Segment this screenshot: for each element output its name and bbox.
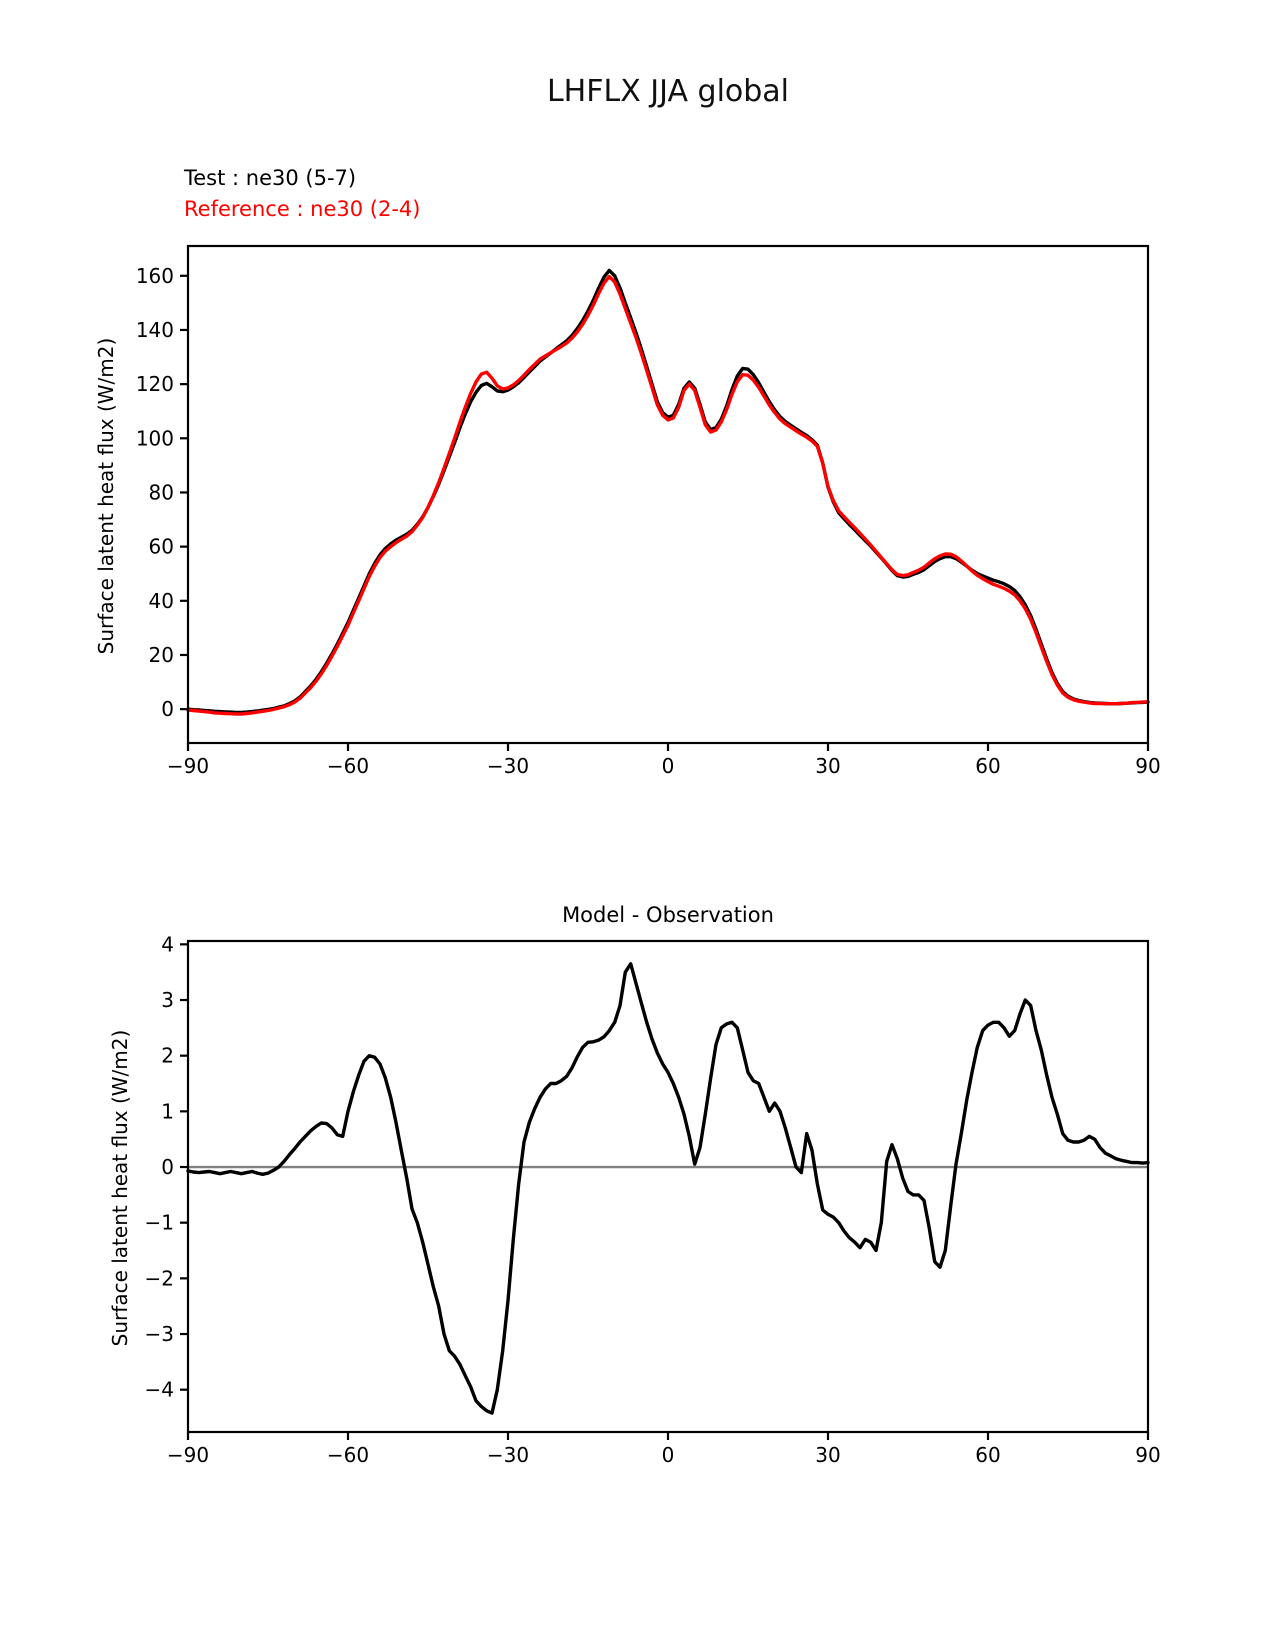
x-tick-label: 30 — [815, 754, 841, 778]
x-tick-label: 90 — [1135, 754, 1161, 778]
y-tick-label: 3 — [161, 988, 174, 1013]
y-tick-label: 0 — [161, 697, 174, 722]
y-tick-label: 4 — [161, 932, 174, 957]
y-tick-label: 100 — [135, 426, 174, 451]
x-tick-label: 60 — [975, 1443, 1001, 1467]
reference-series-line — [188, 277, 1148, 714]
y-tick-label: 160 — [135, 263, 174, 288]
y-tick-label: 120 — [135, 372, 174, 397]
x-tick-label: 30 — [815, 1443, 841, 1467]
y-tick-label: 1 — [161, 1099, 174, 1124]
y-tick-label: 60 — [148, 534, 174, 559]
difference-panel — [145, 932, 1161, 1467]
y-tick-label: −2 — [144, 1266, 174, 1291]
y-tick-label: 2 — [161, 1043, 174, 1068]
x-tick-label: −60 — [326, 754, 370, 778]
legend-test-label: Test : ne30 (5-7) — [184, 166, 357, 190]
bottom-chart-ylabel: Surface latent heat flux (W/m2) — [108, 1029, 132, 1347]
y-tick-label: −3 — [144, 1322, 174, 1347]
x-tick-label: 0 — [661, 1443, 675, 1467]
top-chart-ylabel: Surface latent heat flux (W/m2) — [94, 337, 118, 655]
figure-title: LHFLX JJA global — [546, 74, 790, 109]
x-tick-label: 90 — [1135, 1443, 1161, 1467]
difference-chart-title: Model - Observation — [562, 903, 774, 927]
x-tick-label: 0 — [661, 754, 675, 778]
difference-series-line — [188, 964, 1148, 1413]
y-tick-label: 40 — [148, 588, 174, 613]
y-tick-label: 20 — [148, 642, 174, 667]
y-tick-label: 140 — [135, 317, 174, 342]
legend-reference-label: Reference : ne30 (2-4) — [184, 197, 421, 221]
plot-frame — [188, 941, 1148, 1432]
x-tick-label: −60 — [326, 1443, 370, 1467]
y-tick-label: 0 — [161, 1155, 174, 1180]
y-tick-label: −4 — [144, 1377, 174, 1402]
test-series-line — [188, 270, 1148, 712]
zonal-mean-panel — [136, 246, 1161, 778]
x-tick-label: −30 — [486, 1443, 530, 1467]
y-tick-label: 80 — [148, 480, 174, 505]
plot-frame — [188, 246, 1148, 743]
y-tick-label: −1 — [144, 1210, 174, 1235]
x-tick-label: −30 — [486, 754, 530, 778]
x-tick-label: −90 — [166, 1443, 210, 1467]
x-tick-label: 60 — [975, 754, 1001, 778]
x-tick-label: −90 — [166, 754, 210, 778]
